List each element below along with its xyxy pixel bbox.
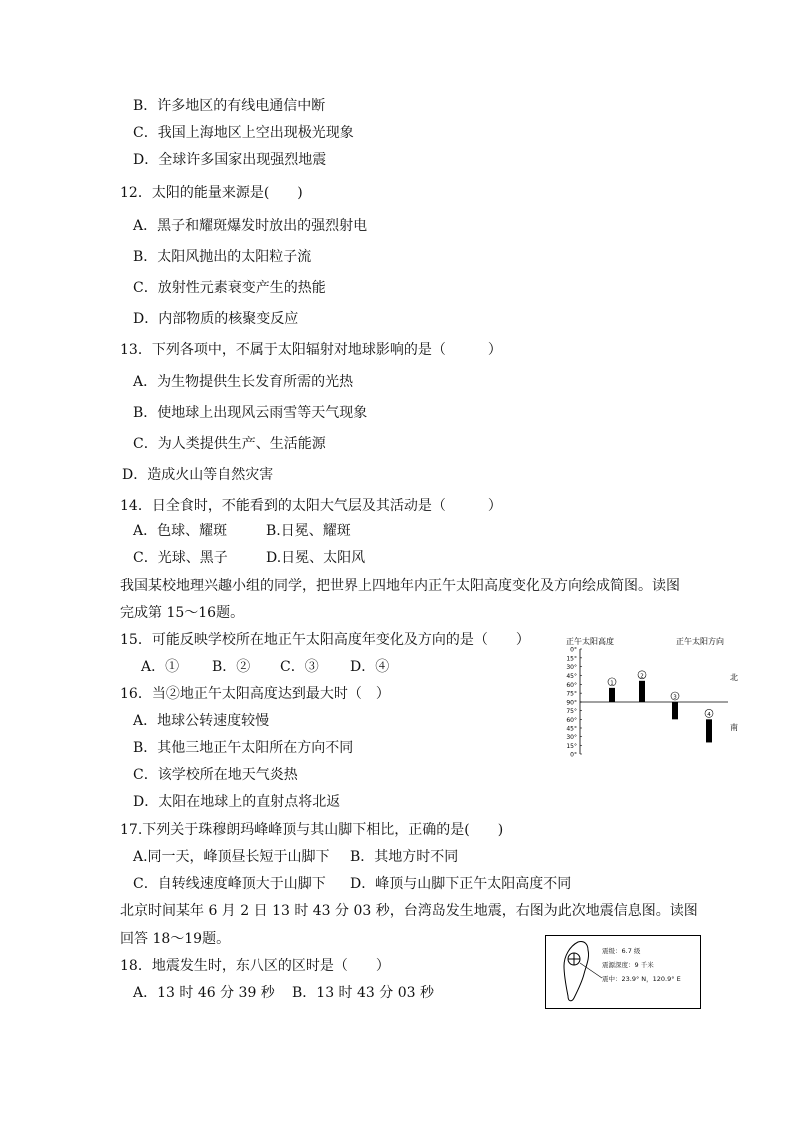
intro-15-16-line1: 我国某校地理兴趣小组的同学，把世界上四地年内正午太阳高度变化及方向绘成简图。读图 [120, 578, 680, 594]
q12-option-d: D．内部物质的核聚变反应 [133, 311, 299, 327]
q12-option-a: A．黑子和耀斑爆发时放出的强烈射电 [133, 218, 368, 234]
intro-15-16-line2: 完成第 15～16题。 [120, 605, 245, 621]
q13-option-a: A．为生物提供生长发育所需的光热 [133, 374, 354, 390]
y-tick-label: 30° [566, 664, 577, 672]
chart-title-right: 正午太阳方向 [676, 637, 724, 646]
quake-magnitude: 震级：6.7 级 [602, 947, 641, 955]
bar-label-3: 3 [673, 694, 677, 701]
q13-option-d: D．造成火山等自然灾害 [122, 467, 274, 483]
chart-title-left: 正午太阳高度 [566, 637, 614, 646]
question-12: 12．太阳的能量来源是( ) [120, 185, 303, 201]
q16-option-c: C．该学校所在地天气炎热 [133, 767, 298, 783]
quake-epicenter: 震中：23.9° N，120.9° E [602, 975, 681, 983]
q12-option-c: C．放射性元素衰变产生的热能 [133, 280, 326, 296]
q16-option-d: D．太阳在地球上的直射点将北返 [133, 794, 341, 810]
q17-option-b: B．其地方时不同 [350, 849, 459, 865]
q13-option-b: B．使地球上出现风云雨雪等天气现象 [133, 405, 368, 421]
y-tick-label: 45° [566, 673, 577, 680]
direction-north-label: 北 [730, 673, 738, 682]
q11-option-d: D．全球许多国家出现强烈地震 [133, 152, 327, 168]
question-14: 14．日全食时，不能看到的太阳大气层及其活动是（ ） [120, 498, 502, 514]
bar-3 [672, 702, 678, 719]
bar-1 [609, 688, 615, 702]
q15-option-d: D．④ [350, 659, 390, 675]
q18-option-b: B．13 时 43 分 03 秒 [292, 985, 434, 1001]
q17-option-c: C．自转线速度峰顶大于山脚下 [133, 876, 326, 892]
epicenter-icon [568, 953, 602, 978]
q18-option-a: A．13 时 46 分 39 秒 [133, 985, 275, 1001]
y-tick-label: 15° [566, 742, 577, 750]
question-15: 15．可能反映学校所在地正午太阳高度年变化及方向的是（ ） [120, 632, 530, 648]
q17-option-a: A.同一天，峰顶昼长短于山脚下 [133, 849, 330, 865]
y-tick-label: 15° [566, 655, 577, 663]
bar-label-4: 4 [707, 711, 711, 718]
q14-option-a: A．色球、耀斑 [133, 523, 228, 539]
question-16: 16．当②地正午太阳高度达到最大时（ ） [120, 686, 390, 702]
q17-option-d: D．峰顶与山脚下正午太阳高度不同 [350, 876, 572, 892]
y-tick-label: 60° [566, 681, 577, 689]
y-tick-label: 0° [570, 751, 577, 758]
y-tick-label: 90° [566, 699, 577, 707]
bar-label-1: 1 [610, 680, 614, 687]
bar-2 [639, 681, 645, 702]
y-tick-label: 60° [566, 716, 577, 724]
earthquake-info-map [545, 935, 701, 1009]
sun-altitude-chart [560, 632, 746, 758]
taiwan-island-outline [564, 941, 589, 1000]
direction-south-label: 南 [730, 723, 738, 732]
q12-option-b: B．太阳风抛出的太阳粒子流 [133, 249, 312, 265]
y-tick-label: 30° [566, 734, 577, 742]
q14-option-d: D.日冕、太阳风 [266, 550, 366, 566]
y-tick-label: 75° [566, 690, 577, 698]
q14-option-b: B.日冕、耀斑 [266, 523, 351, 539]
q14-option-c: C．光球、黑子 [133, 550, 228, 566]
q16-option-a: A．地球公转速度较慢 [133, 713, 270, 729]
y-tick-label: 45° [566, 725, 577, 733]
q13-option-c: C．为人类提供生产、生活能源 [133, 436, 326, 452]
q11-option-b: B．许多地区的有线电通信中断 [133, 98, 326, 114]
q15-option-b: B．② [212, 659, 251, 675]
bar-label-2: 2 [640, 673, 644, 680]
question-18: 18．地震发生时，东八区的区时是（ ） [120, 958, 390, 974]
q16-option-b: B．其他三地正午太阳所在方向不同 [133, 740, 354, 756]
intro-18-19-line2: 回答 18～19题。 [120, 931, 231, 947]
q15-option-c: C．③ [280, 659, 319, 675]
q11-option-c: C．我国上海地区上空出现极光现象 [133, 125, 354, 141]
quake-depth: 震源深度：9 千米 [602, 961, 654, 969]
bar-4 [706, 719, 712, 742]
question-13: 13．下列各项中，不属于太阳辐射对地球影响的是（ ） [120, 342, 502, 358]
question-17: 17.下列关于珠穆朗玛峰峰顶与其山脚下相比，正确的是( ) [120, 822, 504, 838]
y-tick-label: 75° [566, 708, 577, 716]
intro-18-19-line1: 北京时间某年 6 月 2 日 13 时 43 分 03 秒，台湾岛发生地震，右图为此次地震信息图。读图 [120, 903, 698, 919]
q15-option-a: A．① [141, 659, 180, 675]
y-tick-label: 0° [570, 646, 577, 654]
